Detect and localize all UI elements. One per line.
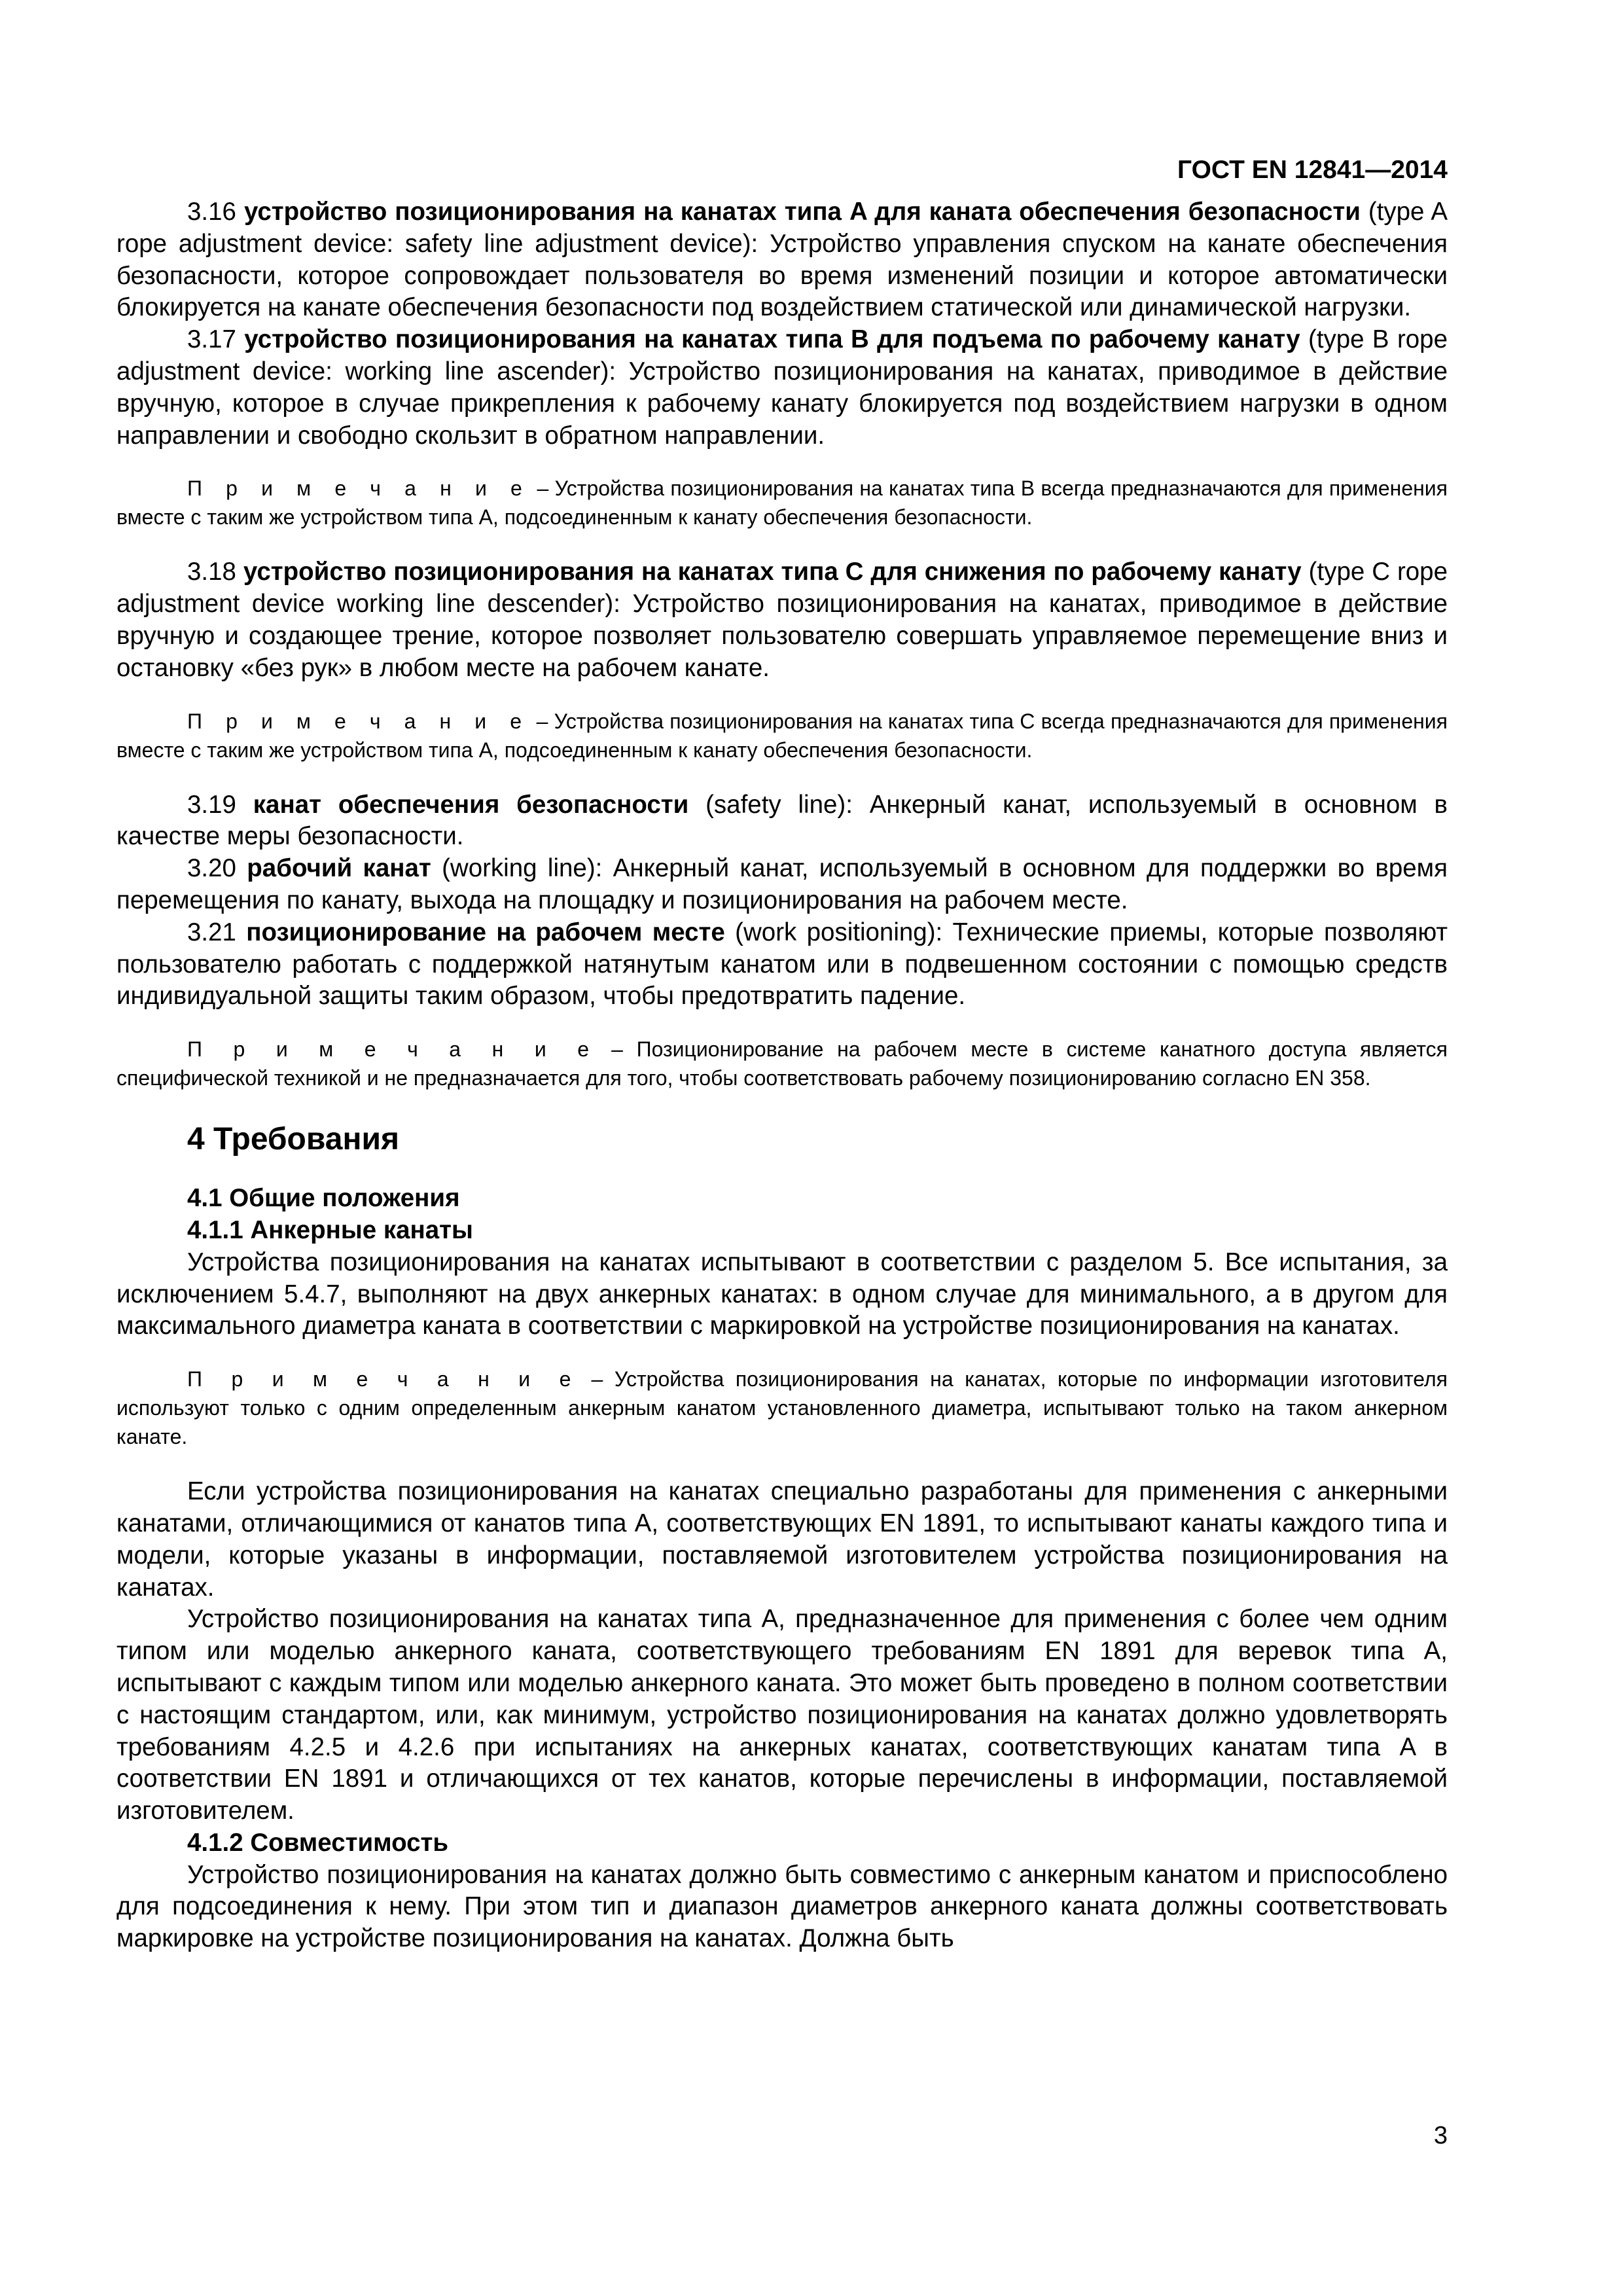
clause-number: 3.18 <box>187 558 236 586</box>
definition-text: (type B rope adjustment device: working line ascender): Устройство позиционирования на канатах, приводимое в действие вручную, которое в случае прикрепления к рабочему канату блокируется под воздействием нагрузки в одном направлении и свободно скользит в обратном направлении. <box>116 325 1448 450</box>
note-label: П р и м е ч а н и е <box>187 476 531 501</box>
definition-text: (work positioning): Технические приемы, которые позволяют пользователю работать с поддержкой натянутым канатом или в подвешенном состоянии с помощью средств индивидуальной защиты таким образом, чтобы предотвратить падение. <box>116 918 1448 1011</box>
clause-number: 3.21 <box>187 918 236 946</box>
note-3 <box>116 1035 1448 1092</box>
note-1 <box>116 474 1448 531</box>
note-label: П р и м е ч а н и е <box>187 709 531 733</box>
note-label: П р и м е ч а н и е <box>187 1037 598 1062</box>
page-number: 3 <box>1433 2122 1448 2149</box>
definition-text: (working line): Анкерный канат, используемый в основном для поддержки во время перемещения по канату, выхода на площадку и позиционирования на рабочем месте. <box>116 854 1448 914</box>
section-heading-4: 4 Требования <box>187 1122 399 1157</box>
defined-term: устройство позиционирования на канатах типа A для каната обеспечения безопасности <box>243 198 1361 226</box>
clause-number: 3.17 <box>187 325 236 354</box>
clause-number: 3.16 <box>187 198 236 226</box>
subsection-heading-4-1-2: 4.1.2 Совместимость <box>187 1828 449 1857</box>
subsection-heading-4-1: 4.1 Общие положения <box>187 1184 460 1213</box>
definition-3-17 <box>116 324 1448 452</box>
defined-term: устройство позиционирования на канатах типа B для подъема по рабочему канату <box>244 325 1300 354</box>
definition-3-16 <box>116 196 1448 324</box>
paragraph-4-1-1-b: Если устройства позиционирования на канатах специально разработаны для применения с анкерными канатами, отличающимися от канатов типа A, соответствующих EN 1891, то испытывают канаты каждого типа и модели, которые указаны в информации, поставляемой изготовителем устройства позиционирования на канатах. <box>116 1477 1448 1602</box>
note-text: – Позиционирование на рабочем месте в системе канатного доступа является специфической техникой и не предназначается для того, чтобы соответствовать рабочему позиционированию согласно EN 358. <box>116 1037 1448 1090</box>
defined-term: устройство позиционирования на канатах типа C для снижения по рабочему канату <box>243 558 1302 586</box>
note-text: – Устройства позиционирования на канатах, которые по информации изготовителя используют только с одним определенным анкерным канатом установленного диаметра, испытывают только на таком анкерном канате. <box>116 1367 1448 1449</box>
defined-term: канат обеспечения безопасности <box>253 790 689 819</box>
clause-number: 3.20 <box>187 854 236 883</box>
note-2 <box>116 707 1448 764</box>
defined-term: рабочий канат <box>247 854 431 883</box>
definition-3-19 <box>116 789 1448 853</box>
paragraph-4-1-1-c: Устройство позиционирования на канатах типа A, предназначенное для применения с более чем одним типом или моделью анкерного каната, соответствующего требованиям EN 1891 для веревок типа A, испытывают с каждым типом или моделью анкерного каната. Это может быть проведено в полном соответствии с настоящим стандартом, или, как минимум, устройство позиционирования на канатах должно удовлетворять требованиям 4.2.5 и 4.2.6 при испытаниях на анкерных канатах, соответствующих канатам типа A в соответствии EN 1891 и отличающихся от тех канатов, которые перечислены в информации, поставляемой изготовителем. <box>116 1605 1448 1825</box>
definition-3-18 <box>116 556 1448 684</box>
clause-number: 3.19 <box>187 790 236 819</box>
note-text: – Устройства позиционирования на канатах типа B всегда предназначаются для применения вместе с таким же устройством типа A, подсоединенным к канату обеспечения безопасности. <box>116 476 1448 529</box>
definition-text: (type A rope adjustment device: safety line adjustment device): Устройство управления спуском на канате обеспечения безопасности, которое сопровождает пользователя во время изменений позиции и которое автоматически блокируется на канате обеспечения безопасности под воздействием статической или динамической нагрузки. <box>116 198 1448 322</box>
definition-text: (safety line): Анкерный канат, используемый в основном в качестве меры безопасности. <box>116 790 1448 851</box>
paragraph-4-1-1-a: Устройства позиционирования на канатах испытывают в соответствии с разделом 5. Все испытания, за исключением 5.4.7, выполняют на двух анкерных канатах: в одном случае для минимального, а в другом для максимального диаметра каната в соответствии с маркировкой на устройстве позиционирования на канатах. <box>116 1247 1448 1340</box>
page-content <box>116 196 1448 1955</box>
subsection-heading-4-1-1: 4.1.1 Анкерные канаты <box>187 1215 473 1244</box>
paragraph-4-1-2: Устройство позиционирования на канатах должно быть совместимо с анкерным канатом и приспособлено для подсоединения к нему. При этом тип и диапазон диаметров анкерного каната должны соответствовать маркировке на устройстве позиционирования на канатах. Должна быть <box>116 1860 1448 1953</box>
defined-term: позиционирование на рабочем месте <box>246 918 725 946</box>
note-text: – Устройства позиционирования на канатах типа C всегда предназначаются для применения вместе с таким же устройством типа A, подсоединенным к канату обеспечения безопасности. <box>116 709 1448 762</box>
definition-3-21 <box>116 917 1448 1013</box>
note-4 <box>116 1365 1448 1451</box>
definition-3-20 <box>116 853 1448 917</box>
document-code-header: ГОСТ EN 12841—2014 <box>1177 156 1448 184</box>
note-label: П р и м е ч а н и е <box>187 1367 580 1391</box>
definition-text: (type C rope adjustment device working line descender): Устройство позиционирования на канатах, приводимое в действие вручную и создающее трение, которое позволяет пользователю совершать управляемое перемещение вниз и остановку «без рук» в любом месте на рабочем канате. <box>116 558 1448 682</box>
